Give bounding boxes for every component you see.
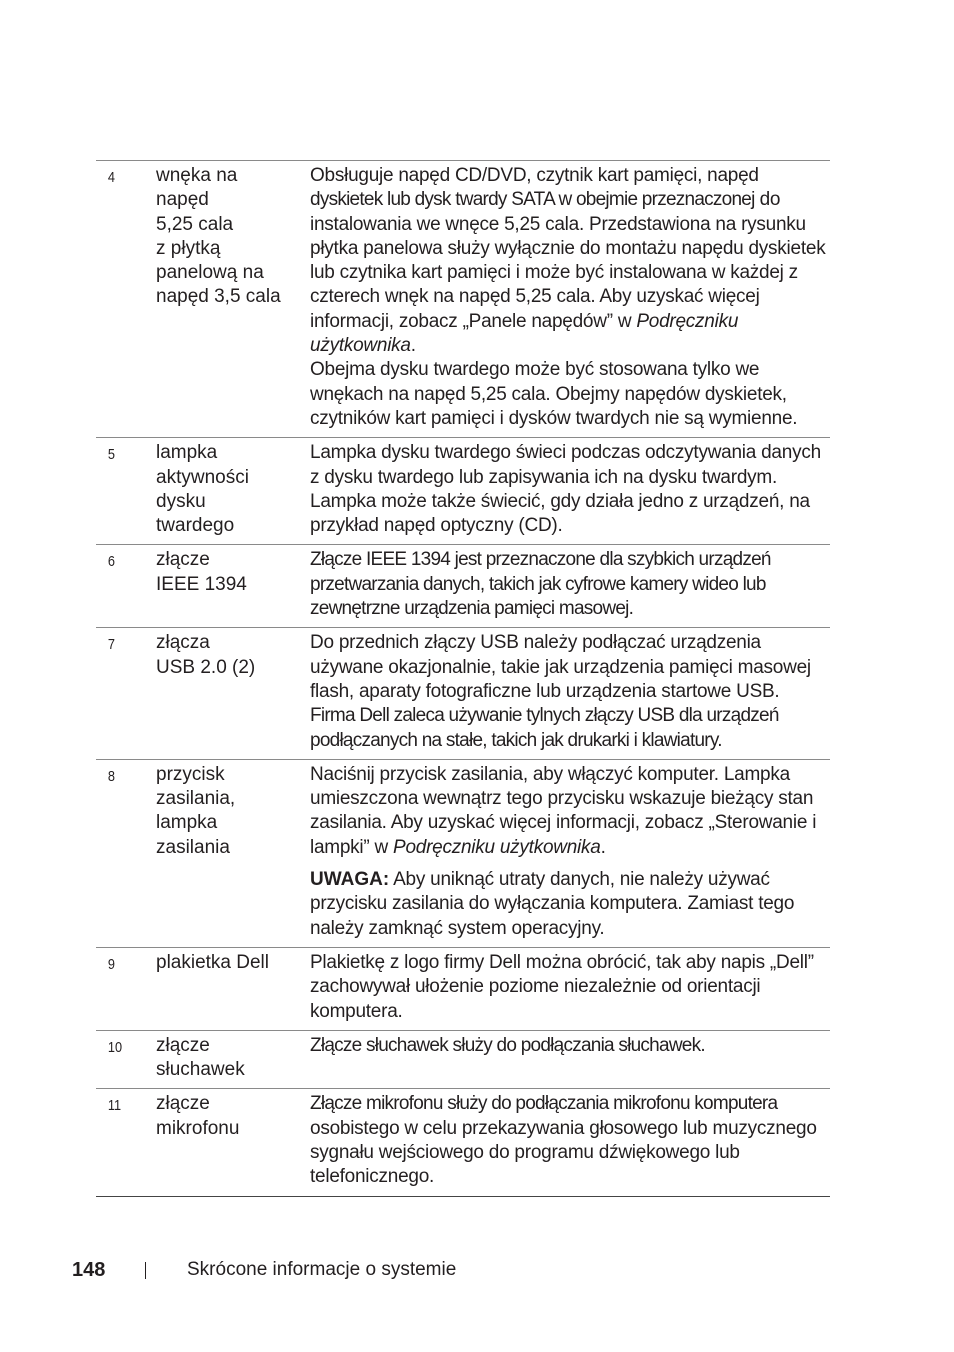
description-paragraph: Plakietkę z logo firmy Dell można obrócić, tak aby napis „Dell” zachowywał ułożenie poziome niezależnie od orientacji komputera. — [310, 951, 814, 1022]
description-paragraph: Lampka dysku twardego świeci podczas odczytywania danych z dysku twardego lub zapisywania ich na dysku twardym. Lampka może także świecić, gdy działa jedno z urządzeń, na przykład napęd optyczny (CD). — [310, 442, 821, 537]
section-title: Skrócone informacje o systemie — [187, 1259, 457, 1280]
description-text: osobistego w celu przekazywania głosowego lub muzycznego sygnału wejściowego do programu dźwiękowego lub telefonicznego. — [310, 1117, 817, 1188]
item-name: wnęka na napęd 5,25 cala z płytką panelową na napęd 3,5 cala — [156, 165, 281, 308]
description-paragraph: Złącze IEEE 1394 jest przeznaczone dla szybkich urządzeń przetwarzania danych, takich jak cyfrowe kamery wideo lub zewnętrzne urządzenia pamięci masowej. — [310, 549, 771, 620]
description-paragraph — [310, 763, 830, 860]
description-paragraph: Do przednich złączy USB należy podłączać urządzenia używane okazjonalnie, takie jak urządzenia pamięci masowej flash, aparaty fotograficzne lub urządzenia startowe USB. — [310, 632, 811, 702]
description-paragraph: Firma Dell zaleca używanie tylnych złączy USB dla urządzeń podłączanych na stałe, takich jak drukarki i klawiatury. — [310, 705, 779, 751]
table-row — [96, 760, 830, 948]
component-table — [96, 160, 830, 1197]
manual-reference: Podręczniku użytkownika — [310, 310, 739, 357]
item-name: złącze IEEE 1394 — [156, 549, 247, 595]
description-paragraph: Złącze słuchawek służy do podłączania słuchawek. — [310, 1034, 705, 1056]
item-number: 10 — [107, 1038, 123, 1056]
item-description — [310, 164, 830, 431]
item-name: plakietka Dell — [156, 951, 269, 973]
note-text: Aby uniknąć utraty danych, nie należy używać przycisku zasilania do wyłączania komputera. Zamiast tego należy zamknąć system operacyjny. — [310, 869, 795, 939]
description-text: . — [410, 335, 416, 357]
item-description — [310, 763, 830, 941]
description-text: dyskietek lub dysk twardy SATA w obejmie przeznaczonej — [310, 189, 755, 211]
item-name: lampka aktywności dysku twardego — [156, 442, 249, 537]
item-name: przycisk zasilania, lampka zasilania — [156, 763, 236, 858]
description-text: Naciśnij przycisk zasilania, aby włączyć komputer. Lampka umieszczona wewnątrz tego przycisku wskazuje bieżący stan zasilania. Aby uzyskać więcej informacji, zobacz „Sterowanie i lampki” w — [310, 763, 817, 858]
page-number: 148 — [72, 1259, 106, 1281]
description-text: . — [600, 836, 606, 858]
item-number: 7 — [107, 636, 115, 654]
manual-reference: Podręczniku użytkownika — [393, 836, 601, 858]
description-text: Złącze mikrofonu służy do podłączania mikrofonu komputera — [310, 1093, 778, 1115]
item-name: złącze mikrofonu — [156, 1093, 240, 1139]
description-paragraph: Obejma dysku twardego może być stosowana tylko we wnękach na napęd 5,25 cala. Obejmy napędów dyskietek, czytników kart pamięci i dysków twardych nie są wymienne. — [310, 359, 798, 429]
table-row — [96, 1089, 830, 1196]
table-row — [96, 545, 830, 628]
item-description — [310, 631, 830, 752]
table-row — [96, 948, 830, 1031]
item-description — [310, 951, 830, 1024]
item-number: 6 — [107, 553, 115, 571]
note-label: UWAGA: — [310, 869, 390, 891]
table-row — [96, 1031, 830, 1090]
item-number: 5 — [107, 446, 115, 464]
description-paragraph — [310, 1092, 830, 1189]
item-number: 11 — [107, 1097, 122, 1115]
item-number: 8 — [107, 767, 115, 785]
table-row — [96, 161, 830, 438]
item-description — [310, 548, 830, 621]
item-description — [310, 441, 830, 538]
item-name: złącze słuchawek — [156, 1034, 245, 1081]
description-text: Obsługuje napęd CD/DVD, czytnik kart pamięci, napęd — [310, 165, 759, 186]
footer-divider — [145, 1262, 146, 1279]
item-name: złącza USB 2.0 (2) — [156, 632, 256, 678]
item-number: 4 — [107, 169, 115, 186]
item-number: 9 — [107, 955, 115, 973]
table-row — [96, 438, 830, 545]
description-text: do instalowania we wnęce 5,25 cala. Przedstawiona na rysunku płytka panelowa służy wyłącznie do montażu napędu dyskietek lub czytnika kart pamięci i może być instalowana w każdej z czterech wnęk na napęd 5,25 cala. Aby uzyskać więcej informacji, zobacz „Panele napędów” w — [310, 189, 826, 332]
table-row — [96, 628, 830, 759]
item-description — [310, 1092, 830, 1189]
note-paragraph — [310, 868, 830, 941]
page-footer — [0, 1257, 954, 1283]
description-paragraph — [310, 164, 830, 358]
item-description — [310, 1034, 830, 1083]
